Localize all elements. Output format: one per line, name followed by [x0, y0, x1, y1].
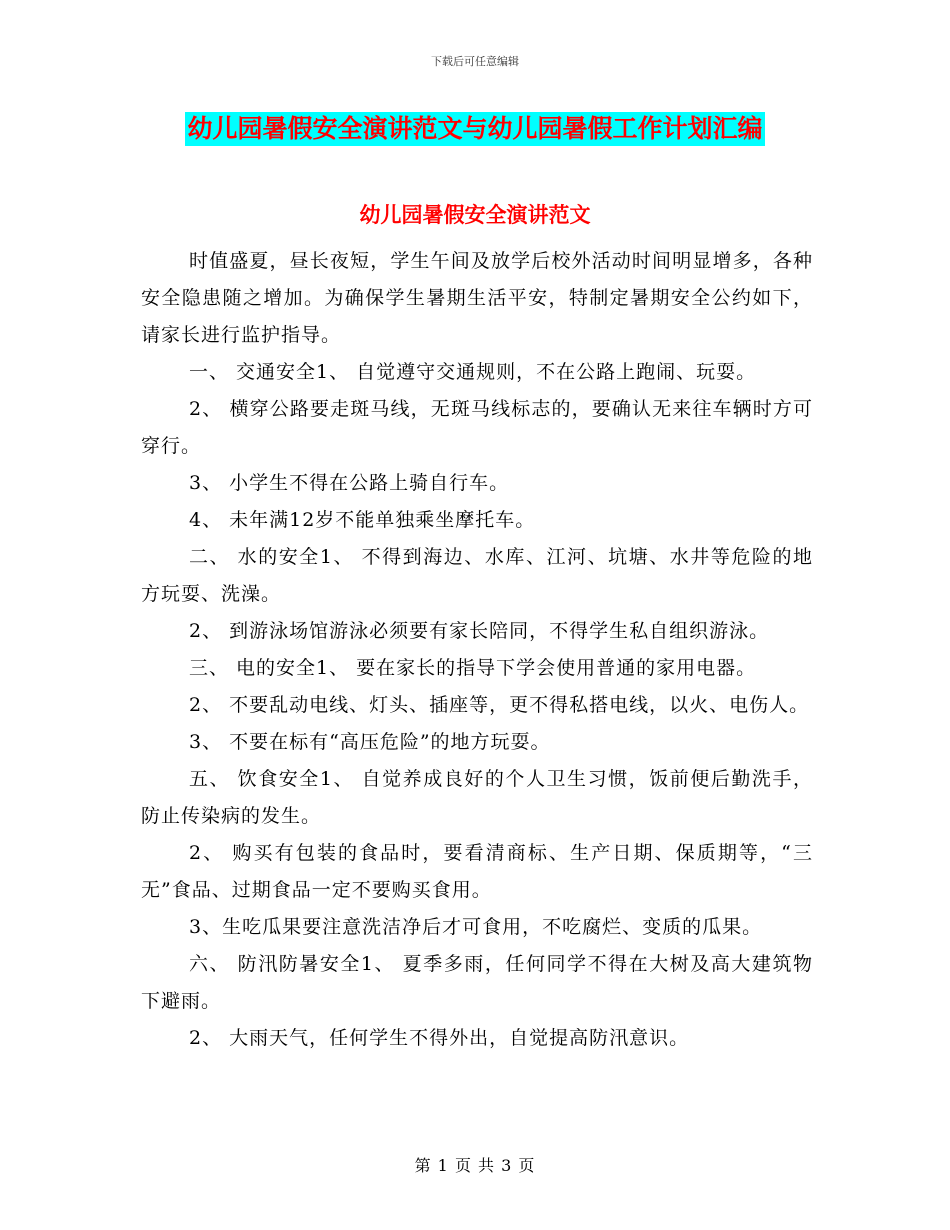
body-paragraph: 一、 交通安全1、 自觉遵守交通规则，不在公路上跑闹、玩耍。	[189, 361, 757, 383]
body-paragraph: 二、 水的安全1、 不得到海边、水库、江河、坑塘、水井等危险的地方玩耍、洗澡。	[141, 546, 813, 605]
body-paragraph: 2、 购买有包装的食品时，要看清商标、生产日期、保质期等，“三无”食品、过期食品一定不要购买食用。	[141, 842, 813, 901]
body-paragraph: 三、 电的安全1、 要在家长的指导下学会使用普通的家用电器。	[189, 657, 757, 679]
body-paragraph: 2、 大雨天气，任何学生不得外出，自觉提高防汛意识。	[189, 1027, 690, 1049]
document-title-wrap	[0, 112, 950, 146]
document-body	[141, 243, 813, 1057]
body-paragraph: 时值盛夏，昼长夜短，学生午间及放学后校外活动时间明显增多，各种安全隐患随之增加。为确保学生暑期生活平安，特制定暑期安全公约如下，请家长进行监护指导。	[141, 250, 813, 346]
body-paragraph: 3、 小学生不得在公路上骑自行车。	[189, 472, 510, 494]
body-paragraph: 2、 横穿公路要走斑马线，无斑马线标志的，要确认无来往车辆时方可穿行。	[141, 398, 813, 457]
body-paragraph: 3、 不要在标有“高压危险”的地方玩耍。	[189, 731, 551, 753]
body-paragraph: 4、 未年满12岁不能单独乘坐摩托车。	[189, 509, 536, 531]
page-header-note: 下载后可任意编辑	[431, 55, 519, 68]
page-number-footer: 第 1 页 共 3 页	[414, 1156, 536, 1175]
body-paragraph: 3、生吃瓜果要注意洗洁净后才可食用，不吃腐烂、变质的瓜果。	[189, 916, 763, 938]
body-paragraph: 五、 饮食安全1、 自觉养成良好的个人卫生习惯，饭前便后勤洗手，防止传染病的发生。	[141, 768, 813, 827]
body-paragraph: 2、 到游泳场馆游泳必须要有家长陪同，不得学生私自组织游泳。	[189, 620, 770, 642]
body-paragraph: 六、 防汛防暑安全1、 夏季多雨，任何同学不得在大树及高大建筑物下避雨。	[141, 953, 813, 1012]
body-paragraph: 2、 不要乱动电线、灯头、插座等，更不得私搭电线，以火、电伤人。	[189, 694, 810, 716]
document-title: 幼儿园暑假安全演讲范文与幼儿园暑假工作计划汇编	[185, 112, 764, 146]
section-title: 幼儿园暑假安全演讲范文	[359, 202, 591, 227]
